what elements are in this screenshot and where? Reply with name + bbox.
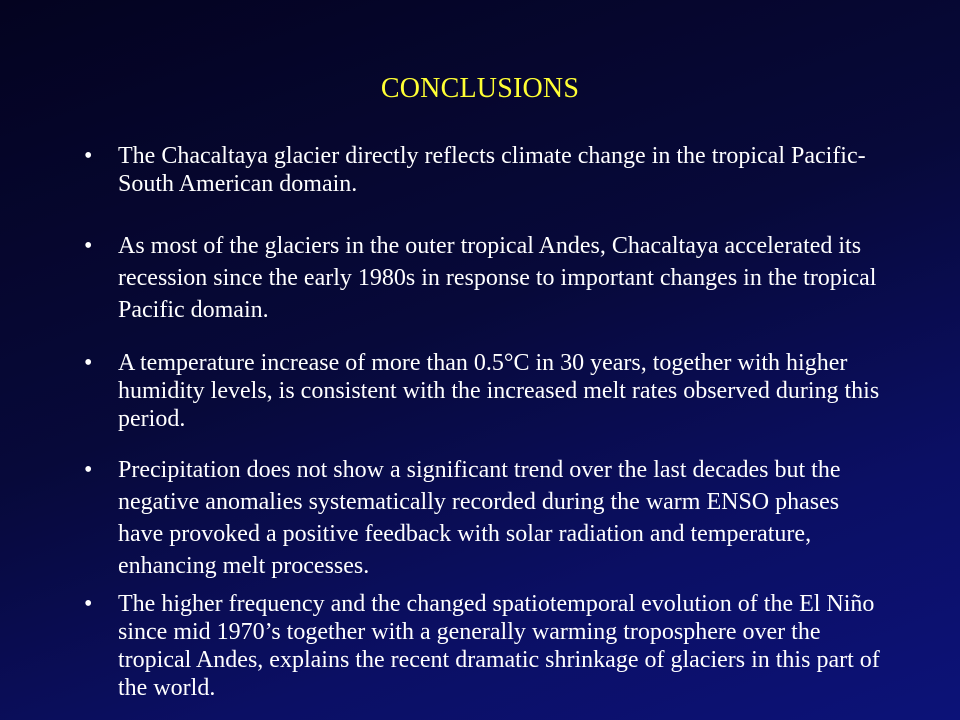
bullet-text: Precipitation does not show a significant trend over the last decades but the negative anomalies systematically recorded during the warm ENSO phases have provoked a positive feedback with solar radiation and temperature, enhancing melt processes.	[118, 457, 841, 579]
bullet-item	[84, 230, 884, 326]
bullet-item	[84, 142, 884, 198]
bullet-item	[84, 454, 884, 582]
bullet-text: A temperature increase of more than 0.5°C in 30 years, together with higher humidity levels, is consistent with the increased melt rates observed during this period.	[118, 350, 880, 432]
bullet-item	[84, 590, 884, 702]
bullet-item	[84, 349, 884, 433]
bullet-dot-icon: •	[84, 233, 93, 259]
bullet-dot-icon: •	[84, 457, 93, 483]
bullet-text: The higher frequency and the changed spatiotemporal evolution of the El Niño since mid 1970’s together with a generally warming troposphere over the tropical Andes, explains the recent dramatic shrinkage of glaciers in this part of the world.	[118, 591, 880, 701]
bullet-dot-icon: •	[84, 591, 93, 617]
slide-title: CONCLUSIONS	[380, 73, 580, 104]
bullet-text: As most of the glaciers in the outer tropical Andes, Chacaltaya accelerated its recession since the early 1980s in response to important changes in the tropical Pacific domain.	[118, 233, 877, 323]
bullet-dot-icon: •	[84, 143, 93, 169]
bullet-text: The Chacaltaya glacier directly reflects climate change in the tropical Pacific-South American domain.	[118, 143, 866, 197]
bullet-dot-icon: •	[84, 350, 93, 376]
